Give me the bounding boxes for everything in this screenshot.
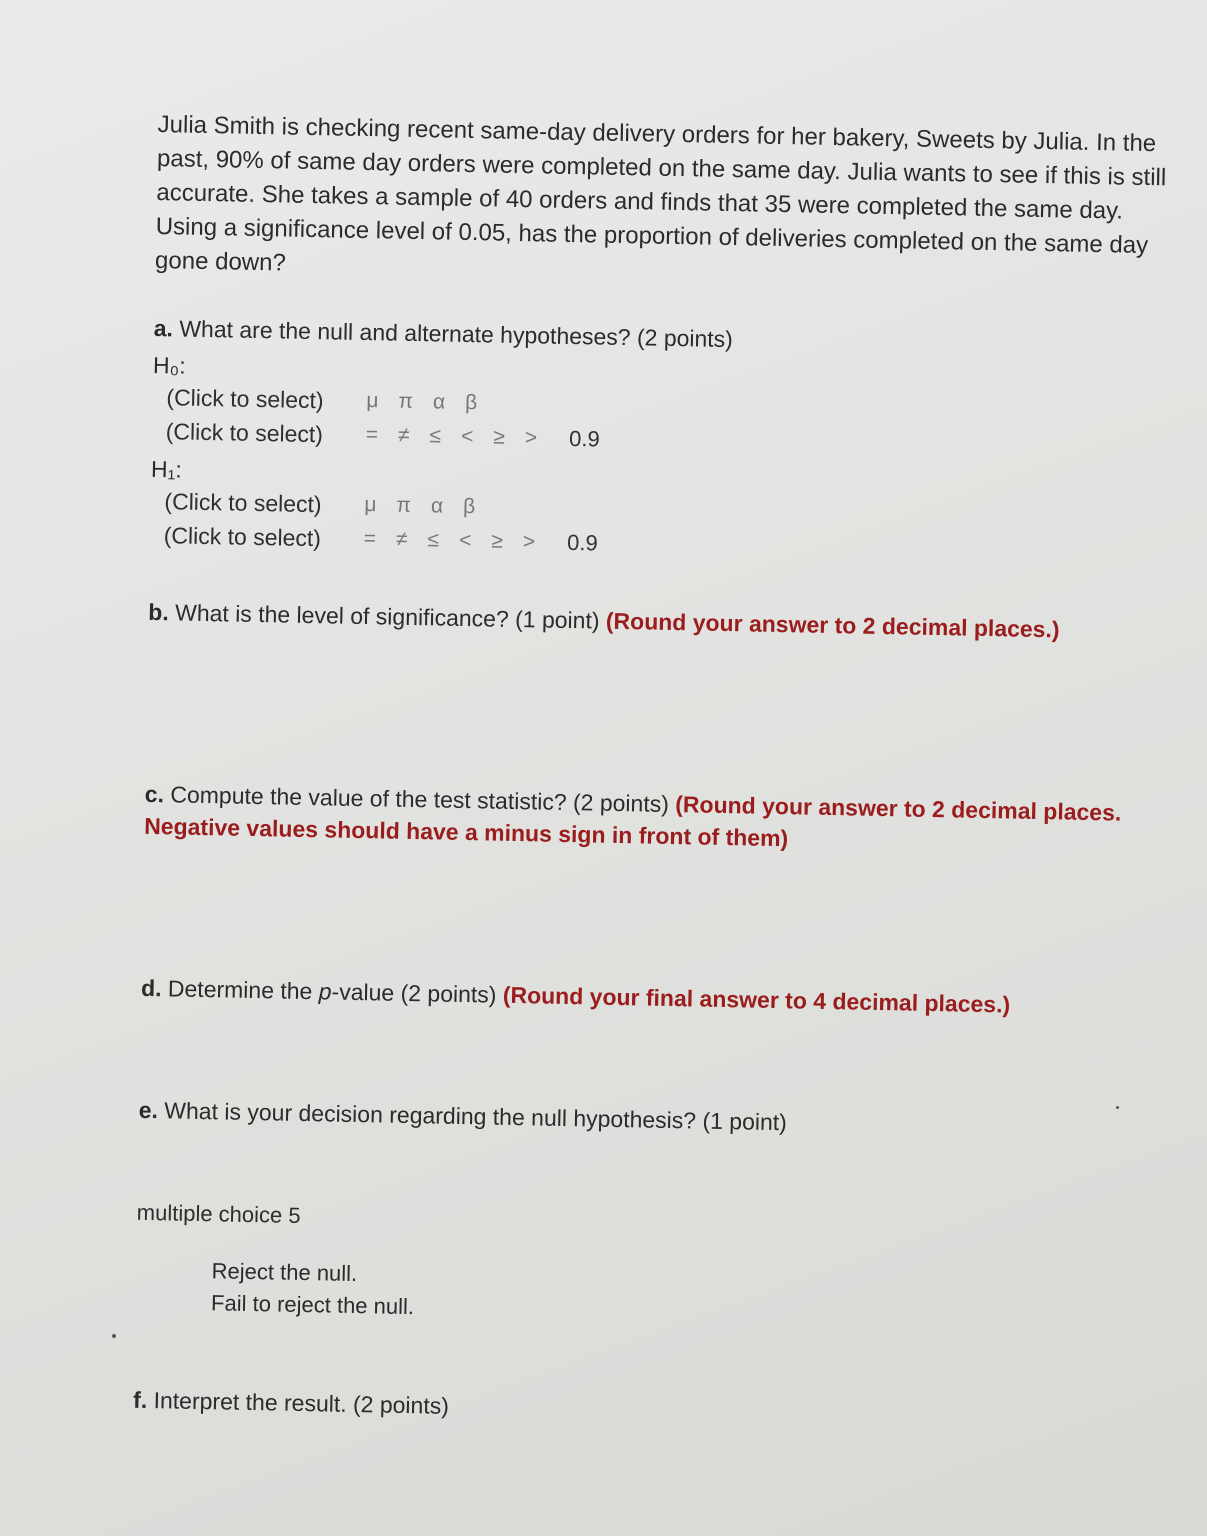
multiple-choice-label: multiple choice 5: [136, 1199, 301, 1228]
part-a-letter: a.: [153, 314, 174, 342]
h0-op-greater[interactable]: >: [524, 426, 538, 450]
h1-op-less-equal[interactable]: ≤: [427, 528, 440, 552]
h0-label: H₀:: [152, 351, 186, 379]
h0-op-not-equal[interactable]: ≠: [397, 423, 410, 447]
part-e-letter: e.: [138, 1096, 159, 1124]
screen-speck: [112, 1334, 116, 1338]
part-a-text: What are the null and alternate hypotheses? (2 points): [179, 315, 734, 353]
part-f-letter: f.: [132, 1386, 148, 1414]
multiple-choice-options: [135, 1254, 1166, 1338]
h1-op-equal[interactable]: =: [363, 527, 377, 551]
h1-param-mu[interactable]: μ: [364, 493, 377, 517]
h0-parameter-select[interactable]: (Click to select): [166, 383, 324, 413]
h1-op-greater[interactable]: >: [522, 530, 536, 554]
h1-value: 0.9: [566, 529, 598, 556]
h1-label: H₁:: [150, 455, 183, 483]
part-b-letter: b.: [148, 598, 170, 626]
part-f-question: [133, 1384, 1163, 1436]
h0-param-alpha[interactable]: α: [432, 390, 446, 414]
h1-op-less[interactable]: <: [458, 528, 472, 553]
part-c-question: [144, 778, 1145, 861]
part-c-letter: c.: [144, 780, 165, 808]
h1-op-greater-equal[interactable]: ≥: [491, 529, 504, 553]
problem-statement: Julia Smith is checking recent same-day delivery orders for her bakery, Sweets by Julia. In the past, 90% of same day orders were completed on the same day. Julia wants to see if this is still accurate. She takes a sample of 40 orders and finds that 35 were completed the same day. Using a significance level of 0.05, has the proportion of deliveries completed on the same day gone down?: [154, 110, 1167, 277]
h1-param-alpha[interactable]: α: [430, 494, 444, 518]
option-reject-null[interactable]: Reject the null.: [211, 1258, 358, 1287]
part-a: [149, 312, 1183, 572]
h0-operator-select[interactable]: (Click to select): [165, 417, 324, 447]
h1-op-not-equal[interactable]: ≠: [395, 527, 408, 551]
screen-speck: [1116, 1106, 1119, 1109]
part-e-text: What is your decision regarding the null hypothesis? (1 point): [164, 1097, 788, 1136]
h0-op-equal[interactable]: =: [365, 423, 379, 447]
part-d-question: [141, 972, 1171, 1024]
part-d-letter: d.: [140, 974, 162, 1002]
h1-param-beta[interactable]: β: [462, 494, 476, 519]
part-c-text: Compute the value of the test statistic? (2 points): [170, 781, 670, 817]
h0-param-mu[interactable]: μ: [366, 389, 379, 413]
part-b-text: What is the level of significance? (1 point): [174, 599, 600, 634]
h1-parameter-select[interactable]: (Click to select): [164, 487, 322, 517]
part-d-text-italic: p: [318, 978, 332, 1005]
h0-op-greater-equal[interactable]: ≥: [493, 425, 506, 449]
h1-param-pi[interactable]: π: [396, 493, 412, 517]
part-d-note: (Round your final answer to 4 decimal places.): [502, 981, 1011, 1018]
h0-param-pi[interactable]: π: [398, 389, 414, 413]
h0-op-less-equal[interactable]: ≤: [429, 424, 442, 448]
part-b-question: [148, 596, 1108, 646]
part-d-text-before: Determine the: [167, 975, 313, 1005]
part-e-question: [138, 1094, 1168, 1146]
h0-value: 0.9: [568, 425, 600, 452]
h1-operator-select[interactable]: (Click to select): [163, 521, 322, 551]
part-c-note: (Round your answer to 2 decimal places. Negative values should have a minus sign in front of them): [143, 791, 1122, 852]
part-d-text-after: -value (2 points): [331, 978, 497, 1008]
question-content: [133, 108, 1188, 1436]
option-fail-to-reject-null[interactable]: Fail to reject the null.: [210, 1290, 415, 1320]
part-b-note: (Round your answer to 2 decimal places.): [605, 607, 1060, 643]
h0-op-less[interactable]: <: [460, 424, 474, 449]
part-f-text: Interpret the result. (2 points): [153, 1387, 450, 1419]
h0-param-beta[interactable]: β: [464, 390, 478, 415]
